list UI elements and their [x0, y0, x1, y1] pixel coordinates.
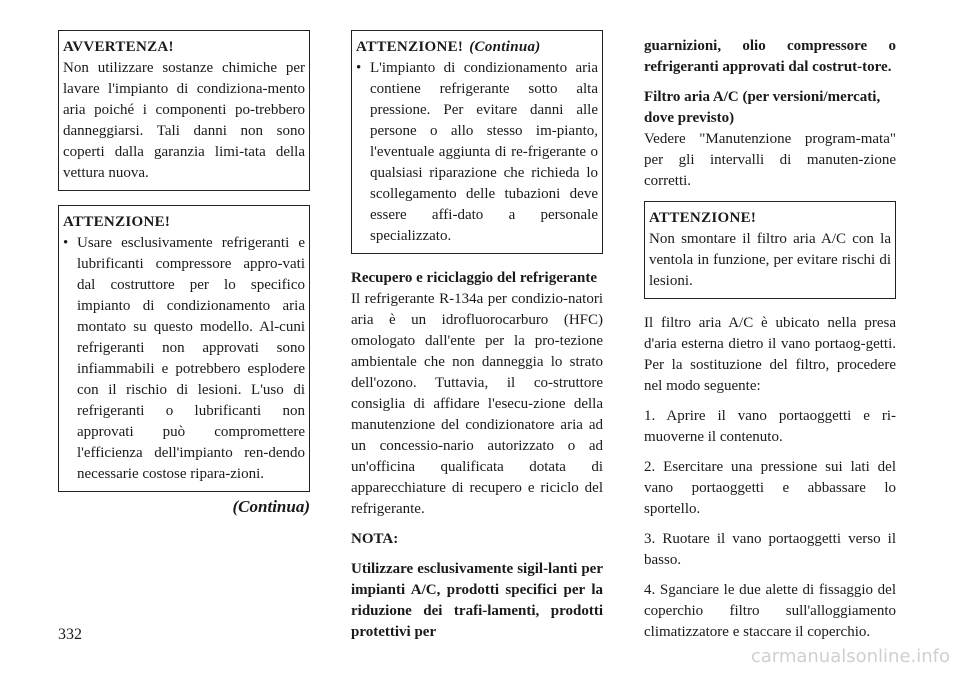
filter-intro: Vedere "Manutenzione program-mata" per gli intervalli di manuten-zione corretti. [644, 131, 896, 189]
filter-heading: Filtro aria A/C (per versioni/mercati, dove previsto) [644, 89, 881, 126]
caution-list [63, 233, 305, 485]
caution-continued-title-text: ATTENZIONE! [356, 39, 464, 55]
step-2: 2. Esercitare una pressione sui lati del vano portaoggetti e abbassare lo sportello. [644, 459, 896, 517]
warning-text: Non utilizzare sostanze chimiche per lavare l'impianto di condiziona-mento aria poiché i componenti po-trebbero danneggiarsi. Tali danni non sono coperti dalla garanzia limi-tata della vettura nuova. [63, 60, 305, 181]
caution-continued-list [356, 58, 598, 247]
warning-title: AVVERTENZA! [63, 39, 174, 55]
filter-caution-text: Non smontare il filtro aria A/C con la ventola in funzione, per evitare rischi di lesioni. [649, 231, 891, 289]
column-1 [58, 30, 310, 517]
warning-box [58, 30, 310, 191]
caution-box [58, 205, 310, 492]
caution-title: ATTENZIONE! [63, 214, 171, 230]
column-2 [351, 30, 603, 652]
note-continued-text: guarnizioni, olio compressore o refrigeranti approvati dal costrut-tore. [644, 38, 896, 75]
step-3: 3. Ruotare il vano portaoggetti verso il basso. [644, 531, 896, 568]
filter-location: Il filtro aria A/C è ubicato nella presa d'aria esterna dietro il vano portaog-getti. Per la sostituzione del filtro, procedere nel modo seguente: [644, 315, 896, 394]
column-3 [644, 36, 896, 652]
step-1: 1. Aprire il vano portaoggetti e ri-muoverne il contenuto. [644, 408, 896, 445]
page-number: 332 [58, 626, 82, 643]
caution-continued-title [356, 37, 598, 58]
filter-caution-box [644, 201, 896, 299]
continues-label: (Continua) [232, 497, 310, 516]
note-label: NOTA: [351, 531, 399, 547]
watermark: carmanualsonline.info [750, 646, 950, 667]
caution-continued-bullet: • L'impianto di condizionamento aria contiene refrigerante sotto alta pressione. Per evitare danni alle persone o allo stesso im-pianto, l'eventuale aggiunta di re-frigerante o qualsiasi riparazione che richieda lo scollegamento delle tubazioni deve essere affi-dato a personale specializzato. [356, 58, 598, 247]
caution-continued-suffix: (Continua) [469, 39, 541, 55]
filter-caution-title: ATTENZIONE! [649, 210, 757, 226]
section-text-refrigerant: Il refrigerante R-134a per condizio-natori aria è un idrofluorocarburo (HFC) omologato dall'ente per la pro-tezione ambientale che non danneggia lo strato dell'ozono. Tuttavia, il co-struttore consiglia di affidare l'esecu-zione della manutenzione del condizionatore aria ad un concessio-nario autorizzato o ad un'officina qualificata dotata di apparecchiature di recupero e riciclo del refrigerante. [351, 291, 603, 517]
caution-bullet: • Usare esclusivamente refrigeranti e lubrificanti compressore appro-vati dal costruttore per lo specifico impianto di condizionamento aria montato su questo modello. Al-cuni refrigeranti non approvati sono infiammabili e potrebbero esplodere con il rischio di lesioni. L'uso di refrigeranti o lubrificanti non approvati può compromettere l'efficienza dell'impianto ren-dendo necessarie costose ripara-zioni. [63, 233, 305, 485]
section-heading-refrigerant: Recupero e riciclaggio del refrigerante [351, 270, 598, 286]
note-text: Utilizzare esclusivamente sigil-lanti per impianti A/C, prodotti specifici per la riduzione dei trafi-lamenti, prodotti protettivi per [351, 561, 603, 640]
caution-continued-box [351, 30, 603, 254]
step-4: 4. Sganciare le due alette di fissaggio del coperchio filtro sull'alloggiamento climatizzatore e staccare il coperchio. [644, 582, 896, 640]
